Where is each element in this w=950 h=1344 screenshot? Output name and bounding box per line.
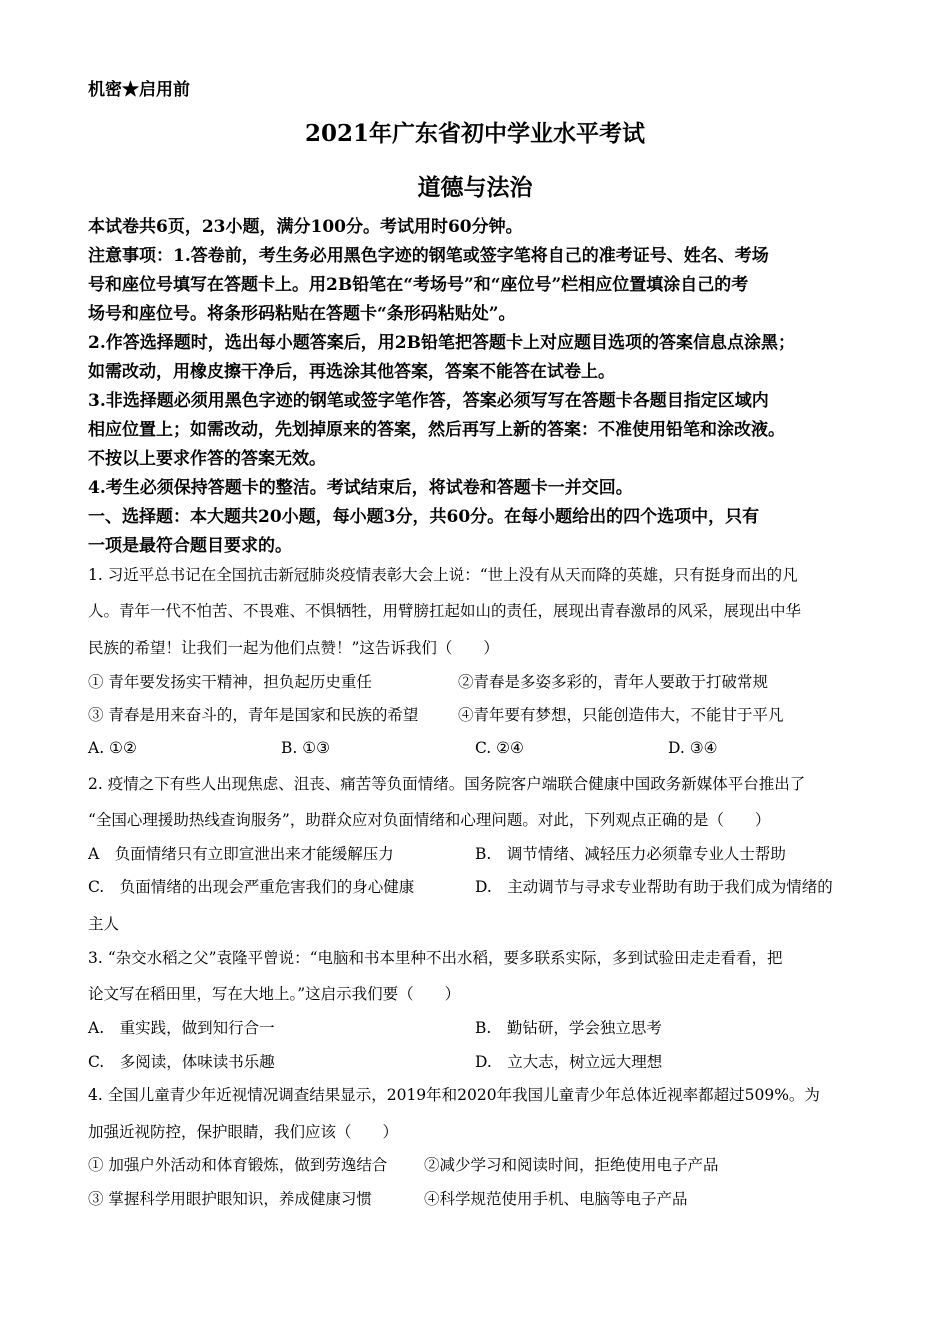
question-4-statement: ③ 掌握科学用眼护眼知识，养成健康习惯 (88, 1190, 372, 1208)
instruction-line: 场号和座位号。将条形码粘贴在答题卡“条形码粘贴处”。 (88, 304, 516, 324)
instruction-line: 2.作答选择题时，选出每小题答案后，用2B铅笔把答题卡上对应题目选项的答案信息点涂黑； (88, 333, 795, 353)
question-3-option-c: C. 多阅读，体味读书乐趣 (88, 1053, 275, 1071)
instruction-line: 4.考生必须保持答题卡的整洁。考试结束后，将试卷和答题卡一并交回。 (88, 478, 633, 498)
question-1-option-d: D. ③④ (668, 739, 718, 757)
question-2-option-c: C. 负面情绪的出现会严重危害我们的身心健康 (88, 878, 415, 896)
question-2-option-d: D. 主动调节与寻求专业帮助有助于我们成为情绪的 (475, 878, 833, 896)
subject-title: 道德与法治 (417, 174, 533, 201)
instruction-line: 如需改动，用橡皮擦干净后，再选涂其他答案，答案不能答在试卷上。 (88, 362, 615, 382)
question-3-stem: 论文写在稻田里，写在大地上。”这启示我们要（ ） (88, 985, 461, 1003)
question-1-statement: ① 青年要发扬实干精神，担负起历史重任 (88, 673, 372, 691)
exam-title: 2021年广东省初中学业水平考试 (304, 120, 645, 147)
question-1-option-a: A. ①② (88, 739, 137, 757)
question-2-option-b: B. 调节情绪、减轻压力必须靠专业人士帮助 (475, 845, 786, 863)
section-heading: 一项是最符合题目要求的。 (88, 536, 292, 556)
confidential-label: 机密★启用前 (88, 80, 190, 100)
instruction-line: 不按以上要求作答的答案无效。 (88, 449, 326, 469)
question-4-statement: ②减少学习和阅读时间，拒绝使用电子产品 (424, 1156, 719, 1174)
question-4-stem: 4. 全国儿童青少年近视情况调查结果显示，2019年和2020年我国儿童青少年总体近视率都超过509%。为 (88, 1086, 820, 1104)
question-1-statement: ③ 青春是用来奋斗的，青年是国家和民族的希望 (88, 706, 419, 724)
question-3-option-a: A. 重实践，做到知行合一 (88, 1019, 275, 1037)
instruction-line: 相应位置上；如需改动，先划掉原来的答案，然后再写上新的答案：不准使用铅笔和涂改液。 (88, 420, 785, 440)
question-3-stem: 3. “杂交水稻之父”袁隆平曾说：“电脑和书本里种不出水稻，要多联系实际，多到试验田走走看看，把 (88, 949, 783, 967)
question-3-option-b: B. 勤钻研，学会独立思考 (475, 1019, 662, 1037)
question-1-stem: 1. 习近平总书记在全国抗击新冠肺炎疫情表彰大会上说：“世上没有从天而降的英雄，只有挺身而出的凡 (88, 566, 798, 584)
question-2-option-d-continued: 主人 (88, 915, 120, 933)
question-1-statement: ②青春是多姿多彩的，青年人要敢于打破常规 (458, 673, 769, 691)
question-2-stem: 2. 疫情之下有些人出现焦虑、沮丧、痛苦等负面情绪。国务院客户端联合健康中国政务新媒体平台推出了 (88, 775, 806, 793)
question-1-stem: 人。青年一代不怕苦、不畏难、不惧牺牲，用臂膀扛起如山的责任，展现出青春激昂的风采，展现出中华 (88, 602, 802, 620)
instruction-line: 3.非选择题必须用黑色字迹的钢笔或签字笔作答，答案必须写写在答题卡各题目指定区域内 (88, 391, 769, 411)
section-heading: 一、选择题：本大题共20小题，每小题3分，共60分。在每小题给出的四个选项中，只有 (88, 507, 760, 527)
exam-summary: 本试卷共6页，23小题，满分100分。考试用时60分钟。 (88, 217, 523, 237)
instruction-line: 注意事项：1.答卷前，考生务必用黑色字迹的钢笔或签字笔将自己的准考证号、姓名、考场 (88, 246, 769, 266)
question-3-option-d: D. 立大志，树立远大理想 (475, 1053, 663, 1071)
question-1-option-c: C. ②④ (475, 739, 524, 757)
question-1-statement: ④青年要有梦想，只能创造伟大，不能甘于平凡 (458, 706, 784, 724)
question-1-stem: 民族的希望！让我们一起为他们点赞！”这告诉我们（ ） (88, 639, 499, 657)
question-1-option-b: B. ①③ (281, 739, 331, 757)
instruction-line: 号和座位号填写在答题卡上。用2B铅笔在“考场号”和“座位号”栏相应位置填涂自己的考 (88, 275, 749, 295)
question-4-stem: 加强近视防控，保护眼睛，我们应该（ ） (88, 1123, 399, 1141)
question-2-stem: “全国心理援助热线查询服务”，助群众应对负面情绪和心理问题。对此，下列观点正确的是（ ） (88, 811, 771, 829)
question-4-statement: ① 加强户外活动和体育锻炼，做到劳逸结合 (88, 1156, 388, 1174)
question-2-option-a: A 负面情绪只有立即宣泄出来才能缓解压力 (88, 845, 394, 863)
question-4-statement: ④科学规范使用手机、电脑等电子产品 (424, 1190, 688, 1208)
